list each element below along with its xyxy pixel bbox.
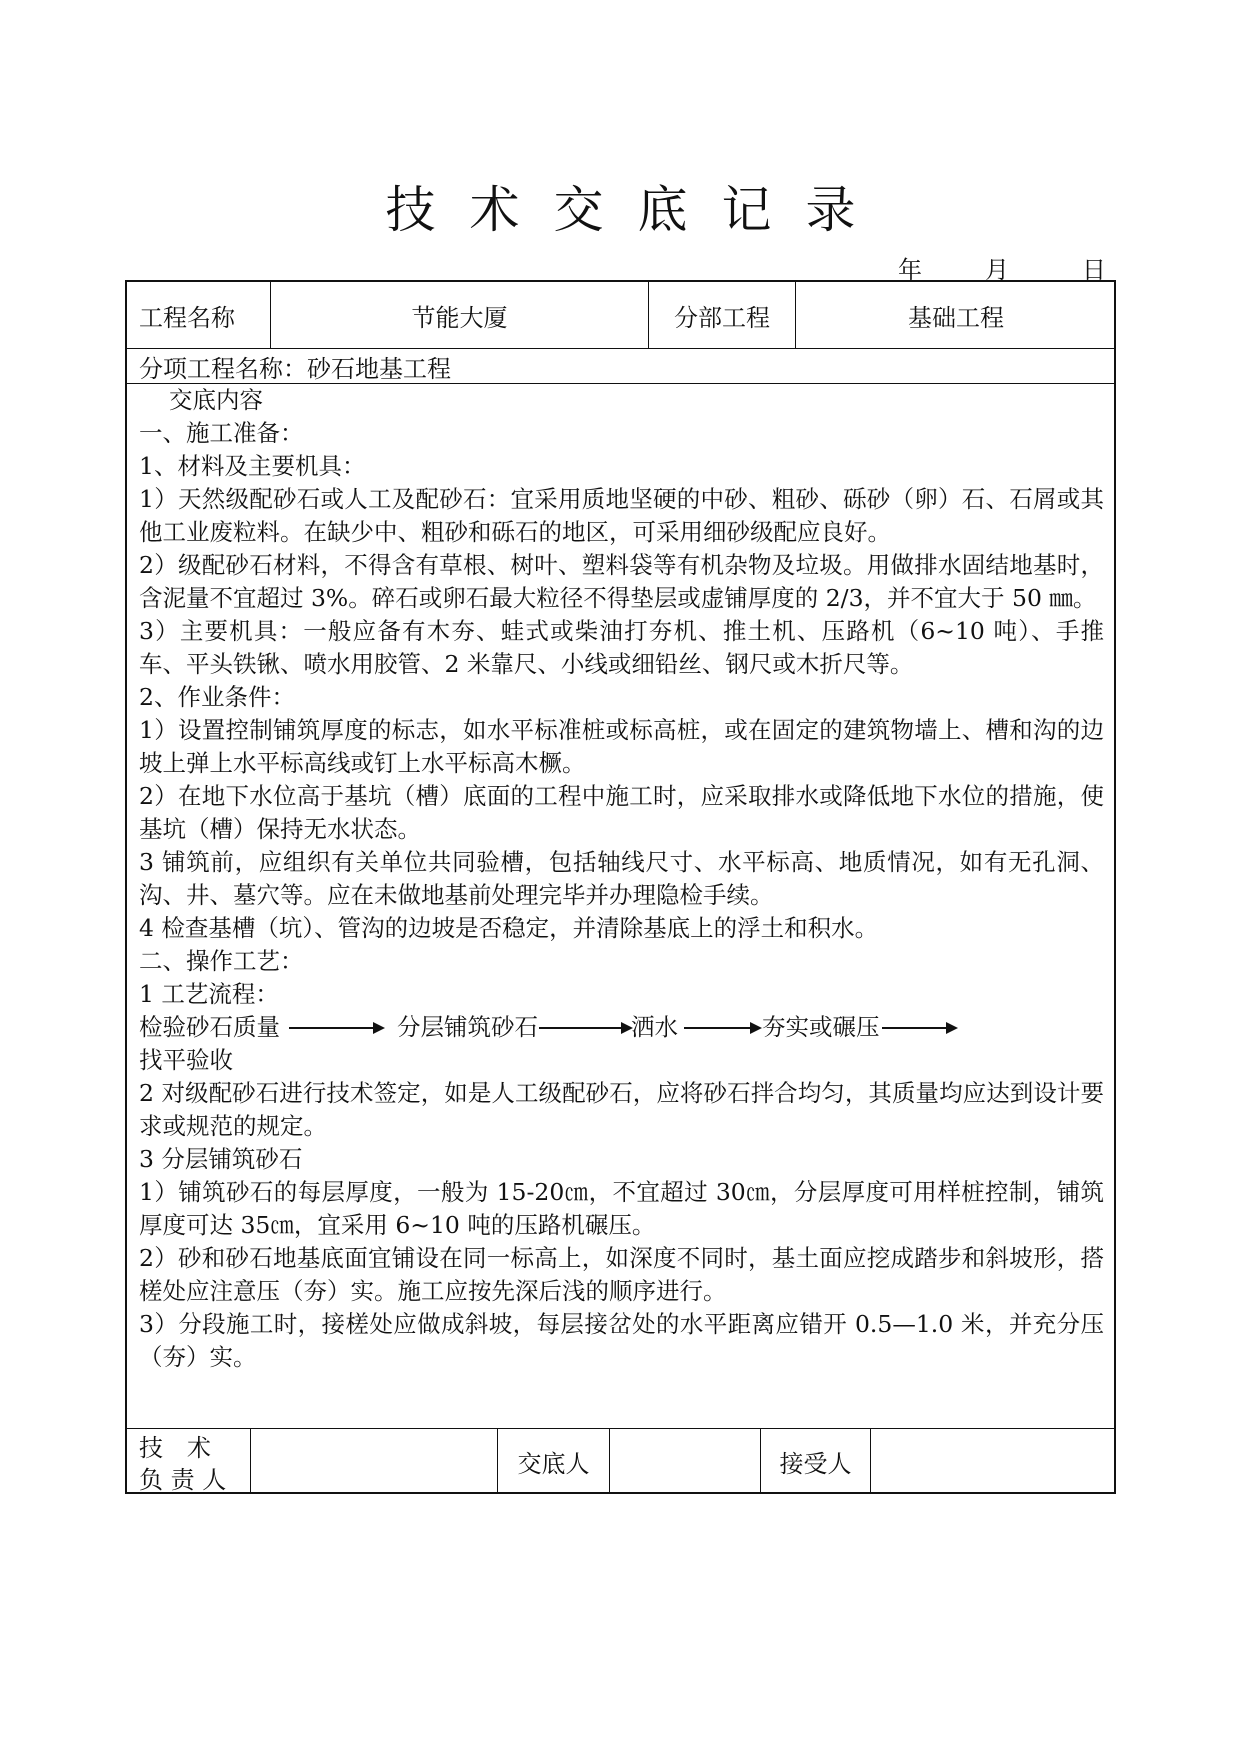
paragraph: 1）设置控制铺筑厚度的标志，如水平标准桩或标高桩，或在固定的建筑物墙上、槽和沟的边坡上弹上水平标高线或钉上水平标高木橛。: [139, 716, 1104, 777]
flow-step: 分层铺筑砂石: [397, 1013, 538, 1041]
flow-arrow-icon: [882, 1027, 956, 1029]
paragraph: 2）在地下水位高于基坑（槽）底面的工程中施工时，应采取排水或降低地下水位的措施，使基坑（槽）保持无水状态。: [139, 782, 1104, 843]
date-month-label: 月: [985, 256, 1009, 284]
section-heading: 二、操作工艺：: [139, 947, 304, 975]
paragraph: 4 检查基槽（坑）、管沟的边坡是否稳定，并清除基底上的浮土和积水。: [139, 914, 879, 942]
subitem-name: 分项工程名称：砂石地基工程: [139, 354, 451, 383]
disclosure-table: [125, 280, 1116, 1494]
discloser-label: 交底人: [517, 1450, 590, 1478]
flow-arrow-icon: [539, 1027, 631, 1029]
paragraph: 3 铺筑前，应组织有关单位共同验槽，包括轴线尺寸、水平标高、地质情况，如有无孔洞、沟、井、墓穴等。应在未做地基前处理完毕并办理隐检手续。: [139, 848, 1104, 909]
content-heading: 交底内容: [169, 386, 263, 414]
flow-step: 洒水: [631, 1013, 678, 1041]
flow-step: 夯实或碾压: [762, 1013, 880, 1041]
paragraph: 1）天然级配砂石或人工及配砂石：宜采用质地坚硬的中砂、粗砂、砾砂（卵）石、石屑或其他工业废粒料。在缺少中、粗砂和砾石的地区，可采用细砂级配应良好。: [139, 485, 1104, 546]
receiver-label: 接受人: [779, 1450, 852, 1478]
flow-arrow-icon: [289, 1027, 383, 1029]
date-year-label: 年: [898, 256, 922, 284]
paragraph: 2）级配砂石材料，不得含有草根、树叶、塑料袋等有机杂物及垃圾。用做排水固结地基时，含泥量不宜超过 3%。碎石或卵石最大粒径不得垫层或虚铺厚度的 2/3，并不宜大于 50 ㎜。: [139, 551, 1104, 612]
subsection-heading: 1、材料及主要机具：: [139, 452, 366, 480]
subsection-heading: 1 工艺流程：: [139, 980, 279, 1008]
paragraph: 2 对级配砂石进行技术签定，如是人工级配砂石，应将砂石拌合均匀，其质量均应达到设计要求或规范的规定。: [139, 1079, 1104, 1140]
tech-lead-signature-field[interactable]: [251, 1429, 497, 1494]
project-name-label: 工程名称: [139, 303, 235, 332]
tech-lead-label-line2: 负 责 人: [139, 1466, 227, 1494]
disclosure-content: [139, 384, 1104, 1374]
date-day-label: 日: [1082, 256, 1106, 284]
subsection-heading: 2、作业条件：: [139, 683, 295, 711]
division-label: 分部工程: [674, 303, 770, 332]
paragraph: 2）砂和砂石地基底面宜铺设在同一标高上，如深度不同时，基土面应挖成踏步和斜坡形，搭槎处应注意压（夯）实。施工应按先深后浅的顺序进行。: [139, 1244, 1104, 1305]
flow-step: 检验砂石质量: [139, 1013, 280, 1041]
project-name-value: 节能大厦: [411, 303, 508, 332]
document-title: 技术交底记录: [385, 181, 890, 239]
receiver-signature-field[interactable]: [871, 1429, 1116, 1494]
division-value: 基础工程: [908, 303, 1004, 332]
flow-arrow-icon: [684, 1027, 760, 1029]
discloser-signature-field[interactable]: [610, 1429, 760, 1494]
paragraph: 3）主要机具：一般应备有木夯、蛙式或柴油打夯机、推土机、压路机（6~10 吨）、手推车、平头铁锹、喷水用胶管、2 米靠尺、小线或细铅丝、钢尺或木折尺等。: [139, 617, 1104, 678]
paragraph: 1）铺筑砂石的每层厚度，一般为 15-20㎝，不宜超过 30㎝，分层厚度可用样桩控制，铺筑厚度可达 35㎝，宜采用 6~10 吨的压路机碾压。: [139, 1178, 1104, 1239]
section-heading: 一、施工准备：: [139, 419, 304, 447]
process-flow: [139, 1011, 1104, 1044]
flow-step: 找平验收: [139, 1046, 233, 1074]
subsection-heading: 3 分层铺筑砂石: [139, 1145, 303, 1173]
paragraph: 3）分段施工时，接槎处应做成斜坡，每层接岔处的水平距离应错开 0.5—1.0 米，并充分压（夯）实。: [139, 1310, 1104, 1371]
tech-lead-label-line1: 技 术: [139, 1434, 211, 1462]
